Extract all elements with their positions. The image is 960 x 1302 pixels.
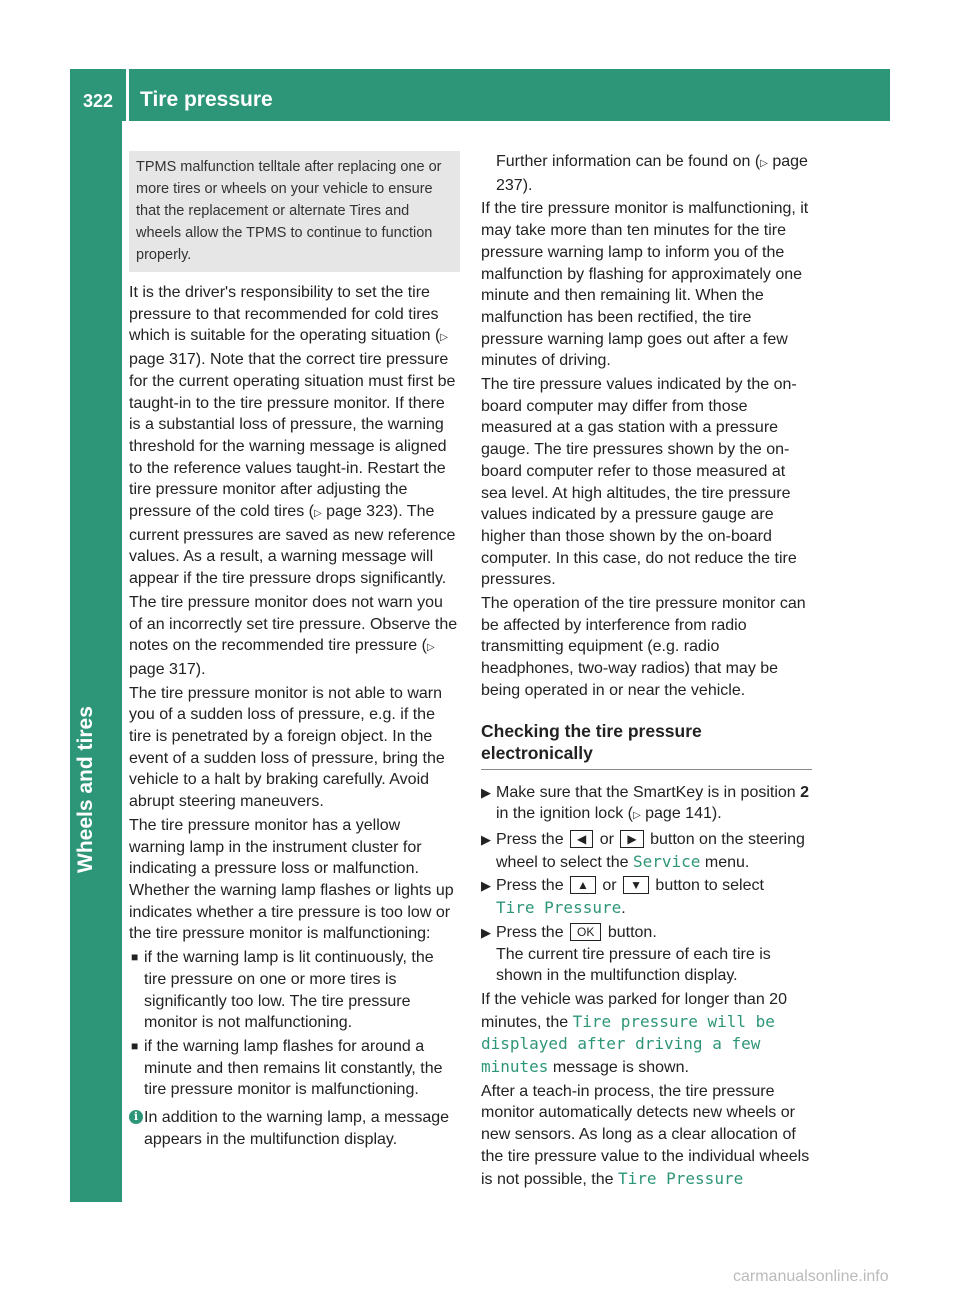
step-item: ▶ Make sure that the SmartKey is in position 2 in the ignition lock (▷ page 141). — [481, 783, 810, 823]
watermark: carmanualsonline.info — [733, 1268, 889, 1285]
left-column — [129, 151, 460, 1152]
paragraph: The operation of the tire pressure monitor can be affected by interference from radio transmitting equipment (e.g. radio headphones, two-way radios) that may be being operated in or near the vehicle. — [481, 595, 806, 699]
bullet-icon: ■ — [131, 1038, 139, 1053]
paragraph: It is the driver's responsibility to set the tire pressure to that recommended for cold tires which is suitable for the operating situation (▷ page 317). Note that the correct tire pressure for the current operating situation must first be taught-in to the tire pressure monitor. If there is a substantial loss of pressure, the warning threshold for the warning message is aligned to the reference values taught-in. Restart the tire pressure monitor after adjusting the pressure of the cold tires (▷ page 323). The current pressures are saved as new reference values. As a result, a warning message will appear if the tire pressure drops significantly. — [129, 284, 456, 588]
right-column — [481, 151, 812, 1192]
page-header — [70, 69, 890, 121]
list-item: ■ if the warning lamp flashes for around a minute and then remains lit constantly, the tire pressure monitor is malfunctioning. — [131, 1037, 443, 1099]
step-item: ▶ Press the ▲ or ▼ button to select Tire Pressure. — [481, 877, 764, 918]
list-item: ■ if the warning lamp is lit continuously, the tire pressure on one or more tires is significantly too low. The tire pressure monitor is not malfunctioning. — [131, 949, 434, 1032]
right-key-icon: ▶ — [620, 830, 643, 848]
paragraph: The tire pressure monitor does not warn you of an incorrectly set tire pressure. Observe the notes on the recommended tire pressure (▷ page 317). — [129, 593, 458, 678]
page-ref-icon: ▷ — [426, 642, 435, 654]
down-key-icon: ▼ — [623, 876, 649, 894]
header-divider — [126, 69, 129, 121]
page-ref-icon: ▷ — [760, 158, 768, 169]
display-message: Tire pressure will be displayed after driving a few minutes — [481, 1011, 775, 1077]
paragraph: If the vehicle was parked for longer than 20 minutes, the Tire pressure will be displayed after driving a few minutes message is shown. — [481, 990, 787, 1077]
page-ref-icon: ▷ — [313, 508, 322, 520]
sidebar-label: Wheels and tires — [74, 706, 97, 873]
step-item: ▶ Press the ◀ or ▶ button on the steering wheel to select the Service menu. — [481, 830, 805, 871]
section-heading: Checking the tire pressure electronically — [481, 720, 812, 770]
ok-key-icon: OK — [570, 923, 601, 941]
paragraph: If the tire pressure monitor is malfunctioning, it may take more than ten minutes for the tire pressure warning lamp to inform you of the malfunction by flashing for approximately one minute and then remaining lit. When the malfunction has been rectified, the tire pressure warning lamp goes out after a few minutes of driving. — [481, 200, 809, 370]
menu-name: Service — [632, 851, 701, 871]
step-arrow-icon: ▶ — [481, 878, 491, 894]
step-arrow-icon: ▶ — [481, 831, 491, 847]
sidebar-tab — [70, 121, 122, 1202]
display-message: Tire Pressure — [617, 1168, 744, 1188]
shaded-note: TPMS malfunction telltale after replacing one or more tires or wheels on your vehicle to ensure that the replacement or alternate Tires and wheels allow the TPMS to continue to function properly. — [129, 151, 460, 272]
paragraph: The tire pressure monitor has a yellow warning lamp in the instrument cluster for indicating a pressure loss or malfunction. Whether the warning lamp flashes or lights up indicates whether a tire pressure is too low or the tire pressure monitor is malfunctioning: — [129, 816, 454, 943]
info-icon: i — [129, 1110, 143, 1124]
left-key-icon: ◀ — [570, 830, 593, 848]
bullet-icon: ■ — [131, 950, 139, 965]
paragraph: After a teach-in process, the tire pressure monitor automatically detects new wheels or new sensors. As long as a clear allocation of the tire pressure value to the individual wheels is not possible, the Tire Pressure — [481, 1082, 810, 1188]
step-item: ▶ Press the OK button. The current tire pressure of each tire is shown in the multifunction display. — [481, 923, 771, 985]
step-arrow-icon: ▶ — [481, 784, 491, 800]
up-key-icon: ▲ — [570, 876, 596, 894]
page-ref-icon: ▷ — [440, 332, 448, 344]
page-number: 322 — [82, 91, 114, 111]
step-arrow-icon: ▶ — [481, 924, 491, 940]
menu-item-name: Tire Pressure — [496, 898, 622, 918]
page-ref-icon: ▷ — [632, 810, 641, 822]
info-note: i In addition to the warning lamp, a message appears in the multifunction display. — [129, 1107, 460, 1150]
paragraph: The tire pressure monitor is not able to warn you of a sudden loss of pressure, e.g. if the tire is penetrated by a foreign object. In the event of a sudden loss of pressure, bring the vehicle to a halt by braking carefully. Avoid abrupt steering maneuvers. — [129, 684, 445, 811]
page-title: Tire pressure — [140, 88, 273, 111]
paragraph: The tire pressure values indicated by the on-board computer may differ from those measured at a gas station with a pressure gauge. The tire pressures shown by the on-board computer refer to those measured at sea level. At high altitudes, the tire pressure values indicated by a pressure gauge are higher than those shown by the on-board computer. In this case, do not reduce the tire pressures. — [481, 376, 797, 589]
paragraph: Further information can be found on (▷ page 237). — [496, 153, 808, 194]
